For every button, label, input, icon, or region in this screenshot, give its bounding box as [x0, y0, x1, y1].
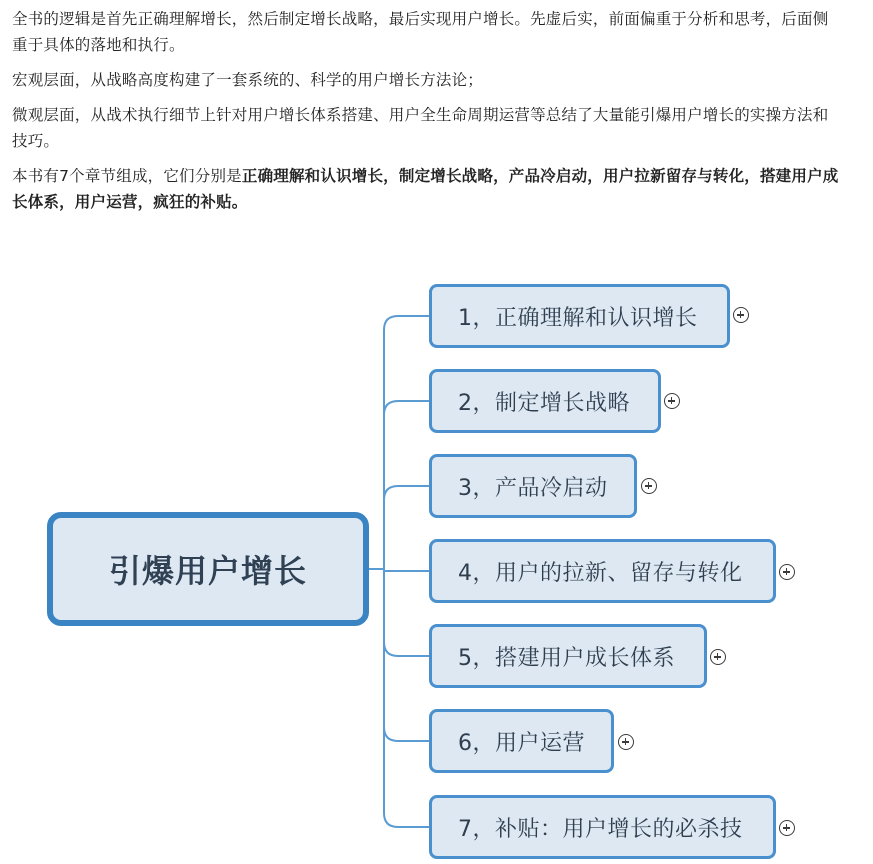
branch-node-4: 4，用户的拉新、留存与转化: [429, 539, 776, 603]
intro-paragraph-3: 微观层面，从战术执行细节上针对用户增长体系搭建、用户全生命周期运营等总结了大量能引爆用户增长的实操方法和技巧。: [12, 106, 829, 150]
connector-3: [384, 486, 429, 500]
chapter-list-bold: 正确理解和认识增长，制定增长战略，产品冷启动，用户拉新留存与转化，搭建用户成长体系，用户运营，疯狂的补贴。: [12, 167, 839, 211]
plus-circle-icon[interactable]: [618, 734, 634, 750]
connector-5: [384, 642, 429, 656]
plus-circle-icon[interactable]: [641, 478, 657, 494]
branch-node-7: 7，补贴：用户增长的必杀技: [429, 795, 776, 859]
intro-paragraph-2: 宏观层面，从战略高度构建了一套系统的、科学的用户增长方法论；: [12, 71, 484, 89]
connector-6: [384, 727, 429, 741]
connector-7: [384, 813, 429, 827]
branch-node-6: 6，用户运营: [429, 709, 614, 773]
plus-circle-icon[interactable]: [710, 649, 726, 665]
plus-circle-icon[interactable]: [733, 307, 749, 323]
chapter-intro-prefix: 本书有7个章节组成，它们分别是: [12, 167, 242, 185]
plus-circle-icon[interactable]: [664, 393, 680, 409]
connector-2: [384, 401, 429, 415]
connector-1: [384, 316, 429, 330]
branch-node-5: 5，搭建用户成长体系: [429, 624, 707, 688]
plus-circle-icon[interactable]: [779, 564, 795, 580]
branch-node-1: 1，正确理解和认识增长: [429, 284, 730, 348]
branch-node-2: 2，制定增长战略: [429, 369, 661, 433]
branch-node-3: 3，产品冷启动: [429, 454, 637, 518]
intro-paragraph-1: 全书的逻辑是首先正确理解增长，然后制定增长战略，最后实现用户增长。先虚后实，前面偏重于分析和思考，后面侧重于具体的落地和执行。: [12, 10, 829, 54]
center-node: 引爆用户增长: [47, 512, 369, 626]
plus-circle-icon[interactable]: [779, 820, 795, 836]
